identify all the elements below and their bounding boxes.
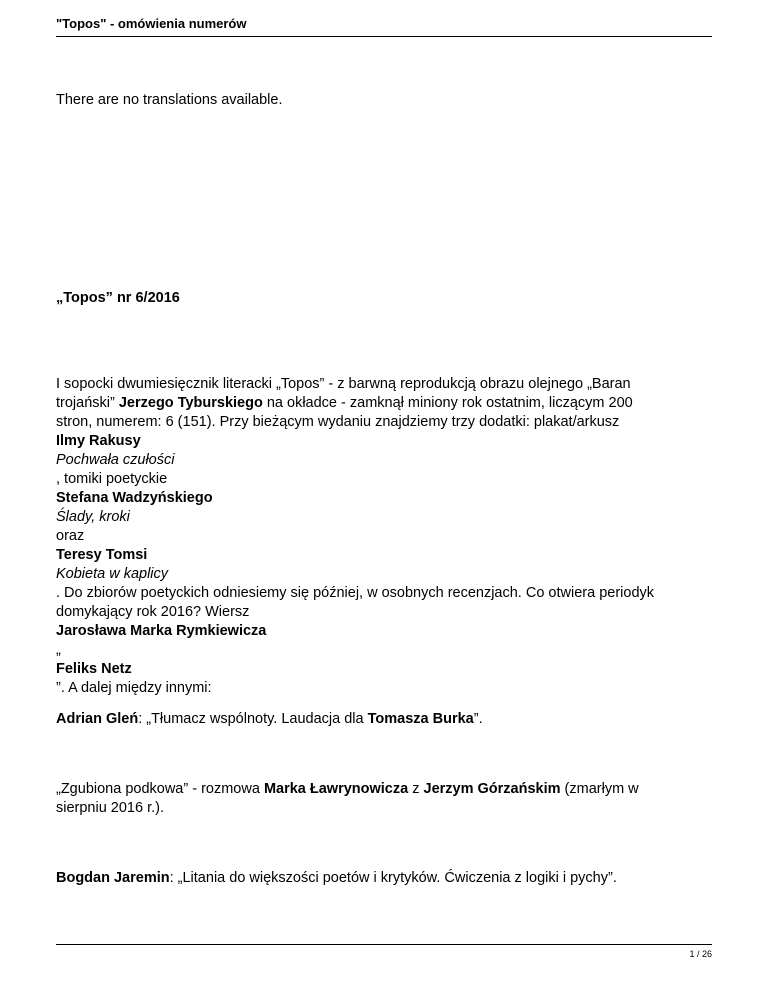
person-name: Jerzego Tyburskiego (118, 395, 263, 411)
intro-line: ”. A dalej między innymi: (56, 680, 212, 696)
item-author: Bogdan Jaremin (56, 870, 170, 886)
intro-text: trojański” (56, 395, 119, 411)
article-item-2 (56, 780, 712, 818)
article-item-1 (56, 710, 712, 729)
intro-line: I sopocki dwumiesięcznik literacki „Topos” - z barwną reprodukcją obrazu olejnego „Baran (56, 376, 631, 392)
person-name: Teresy Tomsi (56, 547, 148, 563)
intro-text: na okładce - zamknął miniony rok ostatnim, liczącym 200 (262, 395, 633, 411)
intro-line: „ (56, 642, 61, 658)
intro-line: . Do zbiorów poetyckich odniesiemy się później, w osobnych recenzjach. Co otwiera periodyk (56, 585, 655, 601)
notice-text: There are no translations available. (56, 92, 283, 108)
book-title: Ślady, kroki (56, 509, 130, 525)
person-name: Jarosława Marka Rymkiewicza (56, 623, 267, 639)
book-title: Pochwała czułości (56, 452, 175, 468)
item-text: „Zgubiona podkowa” - rozmowa (56, 781, 264, 797)
page-number: 1 / 26 (689, 949, 712, 959)
page-header (56, 14, 712, 37)
article-heading (56, 289, 712, 308)
article-intro (56, 375, 712, 698)
intro-line: stron, numerem: 6 (151). Przy bieżącym wydaniu znajdziemy trzy dodatki: plakat/arkusz (56, 414, 620, 430)
person-name: Marka Ławrynowicza (263, 781, 409, 797)
book-title: Kobieta w kaplicy (56, 566, 169, 582)
page-footer (56, 944, 712, 959)
article-title: „Topos” nr 6/2016 (56, 290, 180, 306)
item-text: z (408, 781, 424, 797)
item-line (56, 869, 712, 888)
intro-line: domykający rok 2016? Wiersz (56, 604, 250, 620)
person-name: Jerzym Górzańskim (423, 781, 561, 797)
person-name: Stefana Wadzyńskiego (56, 490, 213, 506)
translation-notice (56, 91, 712, 110)
item-text: ”. (473, 711, 483, 727)
item-text: : „Tłumacz wspólnoty. Laudacja dla (138, 711, 368, 727)
intro-line: , tomiki poetyckie (56, 471, 168, 487)
item-text: : „Litania do większości poetów i krytyków. Ćwiczenia z logiki i pychy”. (169, 870, 617, 886)
intro-line (56, 394, 712, 413)
document-title: "Topos" - omówienia numerów (56, 16, 247, 31)
intro-line: oraz (56, 528, 85, 544)
article-item-3 (56, 869, 712, 888)
item-line (56, 780, 712, 799)
person-name: Ilmy Rakusy (56, 433, 141, 449)
person-name: Tomasza Burka (367, 711, 474, 727)
item-line (56, 710, 712, 729)
item-text: (zmarłym w (560, 781, 639, 797)
poem-title: Feliks Netz (56, 661, 132, 677)
item-line: sierpniu 2016 r.). (56, 800, 165, 816)
item-author: Adrian Gleń (56, 711, 139, 727)
